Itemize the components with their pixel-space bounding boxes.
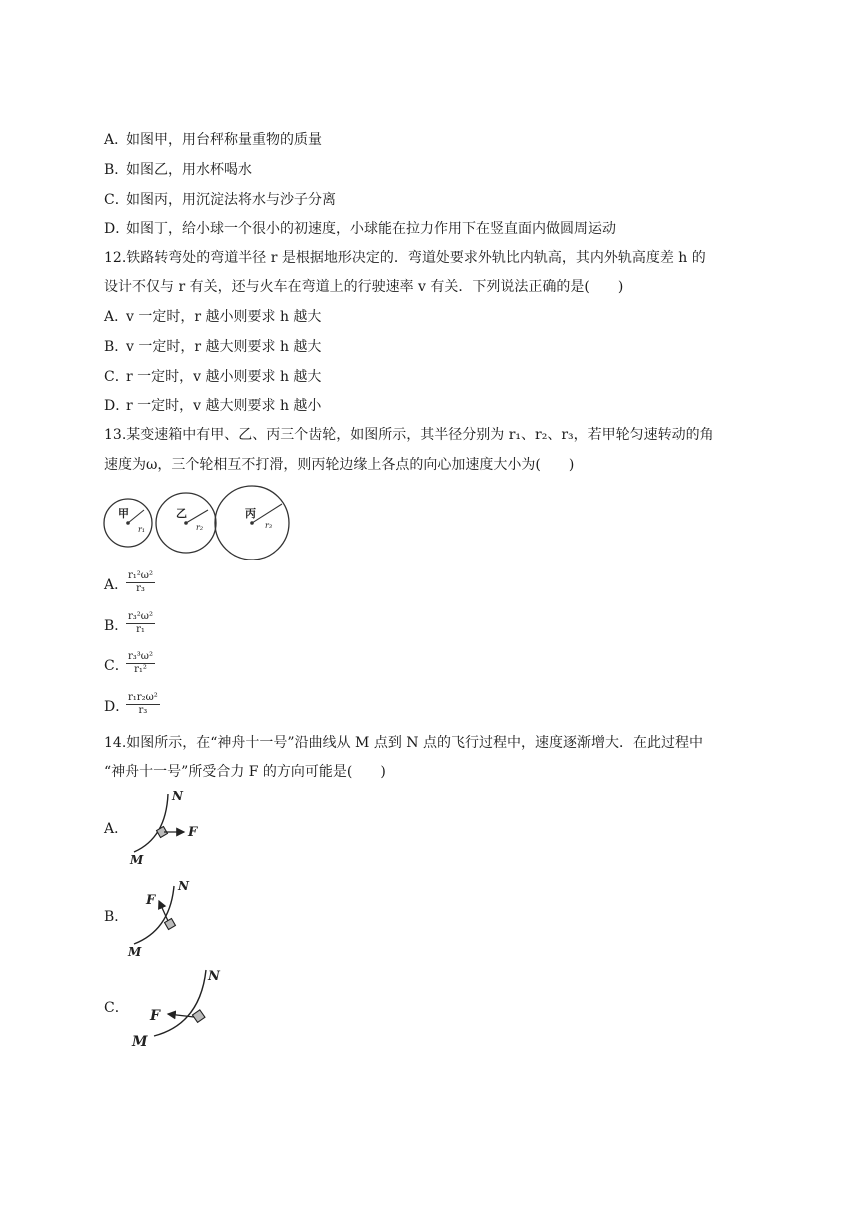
option-label: B． (104, 162, 129, 178)
q11-option-a[interactable] (104, 130, 322, 150)
q14-number: 14. (104, 735, 127, 751)
option-label: D． (104, 221, 130, 237)
q14-option-a-figure (128, 786, 208, 870)
option-label: D． (104, 699, 130, 715)
q13-option-d-fraction (126, 692, 160, 717)
q14-option-b-figure (126, 874, 206, 960)
q14-option-b[interactable] (104, 907, 129, 927)
q13-number: 13. (104, 427, 127, 443)
q12-option-a[interactable] (104, 307, 321, 327)
option-label: C． (104, 1000, 129, 1016)
option-label: B． (104, 909, 129, 925)
force-label-f: F (150, 1008, 160, 1024)
fraction-denominator: r₃ (138, 705, 148, 716)
q14-stem-line1 (104, 733, 703, 753)
option-label: C． (104, 658, 129, 674)
gears-figure (100, 484, 300, 560)
option-label: B． (104, 618, 129, 634)
option-label: B． (104, 339, 129, 355)
gear-name-yi: 乙 (176, 507, 187, 520)
option-text: 如图甲，用台秤称量重物的质量 (126, 132, 322, 148)
gear-name-bing: 丙 (245, 507, 256, 520)
q14-stem-line2: “神舟十一号”所受合力 F 的方向可能是( ) (104, 764, 386, 780)
option-text: 如图丙，用沉淀法将水与沙子分离 (126, 192, 336, 208)
fraction-numerator: r₃³ω² (128, 651, 153, 662)
q11-option-b[interactable] (104, 160, 252, 180)
q14-option-c-figure (128, 964, 228, 1050)
option-text: 如图乙，用水杯喝水 (126, 162, 252, 178)
option-label: C． (104, 192, 129, 208)
option-text: r 一定时，v 越小则要求 h 越大 (126, 369, 322, 385)
q13-option-a[interactable] (104, 575, 129, 595)
q12-stem-line2: 设计不仅与 r 有关，还与火车在弯道上的行驶速率 v 有关．下列说法正确的是( ) (104, 279, 624, 295)
option-label: A． (104, 132, 129, 148)
q12-stem-line1 (104, 248, 706, 268)
q12-option-b[interactable] (104, 337, 321, 357)
fraction-numerator: r₃²ω² (128, 611, 153, 622)
point-label-n: N (172, 789, 183, 803)
option-text: v 一定时，r 越小则要求 h 越大 (126, 309, 322, 325)
force-label-f: F (146, 893, 156, 908)
q13-option-c-fraction (126, 651, 155, 676)
q13-stem-text-1: 某变速箱中有甲、乙、丙三个齿轮，如图所示，其半径分别为 r₁、r₂、r₃，若甲轮匀速转动的角 (126, 427, 714, 443)
point-label-m: M (130, 853, 144, 867)
gear-radius-r1: r₁ (138, 525, 146, 534)
option-text: 如图丁，给小球一个很小的初速度，小球能在拉力作用下在竖直面内做圆周运动 (126, 221, 616, 237)
option-label: A． (104, 821, 129, 837)
fraction-numerator: r₁²ω² (128, 570, 153, 581)
q13-option-a-fraction (126, 570, 155, 595)
option-text: r 一定时，v 越大则要求 h 越小 (126, 398, 322, 414)
gear-radius-r2: r₂ (196, 523, 204, 532)
q13-stem-line1 (104, 425, 714, 445)
q14-option-c[interactable] (104, 998, 129, 1018)
q14-option-a[interactable] (104, 819, 129, 839)
option-label: C． (104, 369, 129, 385)
option-text: v 一定时，r 越大则要求 h 越大 (126, 339, 322, 355)
fraction-denominator: r₃ (136, 583, 145, 594)
q11-option-c[interactable] (104, 190, 336, 210)
gear-radius-r3: r₃ (265, 521, 273, 530)
q13-option-b[interactable] (104, 616, 129, 636)
point-label-m: M (132, 1034, 148, 1050)
q14-stem-text-1: 如图所示，在“神舟十一号”沿曲线从 M 点到 N 点的飞行过程中，速度逐渐增大．在此过程中 (126, 735, 703, 751)
fraction-numerator: r₁r₂ω² (128, 692, 158, 703)
q13-stem-line2: 速度为ω，三个轮相互不打滑，则丙轮边缘上各点的向心加速度大小为( ) (104, 457, 575, 473)
gear-name-jia: 甲 (118, 507, 129, 520)
fraction-denominator: r₁ (136, 624, 145, 635)
point-label-m: M (128, 945, 142, 959)
q12-number: 12. (104, 250, 127, 266)
option-label: A． (104, 577, 129, 593)
option-label: A． (104, 309, 129, 325)
option-label: D． (104, 398, 130, 414)
force-label-f: F (188, 825, 198, 840)
q12-option-c[interactable] (104, 367, 321, 387)
q12-option-d[interactable] (104, 396, 321, 416)
q12-stem-text-1: 铁路转弯处的弯道半径 r 是根据地形决定的．弯道处要求外轨比内轨高，其内外轨高度差 h 的 (126, 250, 706, 266)
point-label-n: N (208, 969, 220, 984)
q11-option-d[interactable] (104, 219, 616, 239)
q13-option-c[interactable] (104, 656, 129, 676)
q13-option-d[interactable] (104, 697, 130, 717)
q13-option-b-fraction (126, 611, 155, 636)
fraction-denominator: r₁² (134, 664, 147, 675)
point-label-n: N (178, 879, 189, 893)
